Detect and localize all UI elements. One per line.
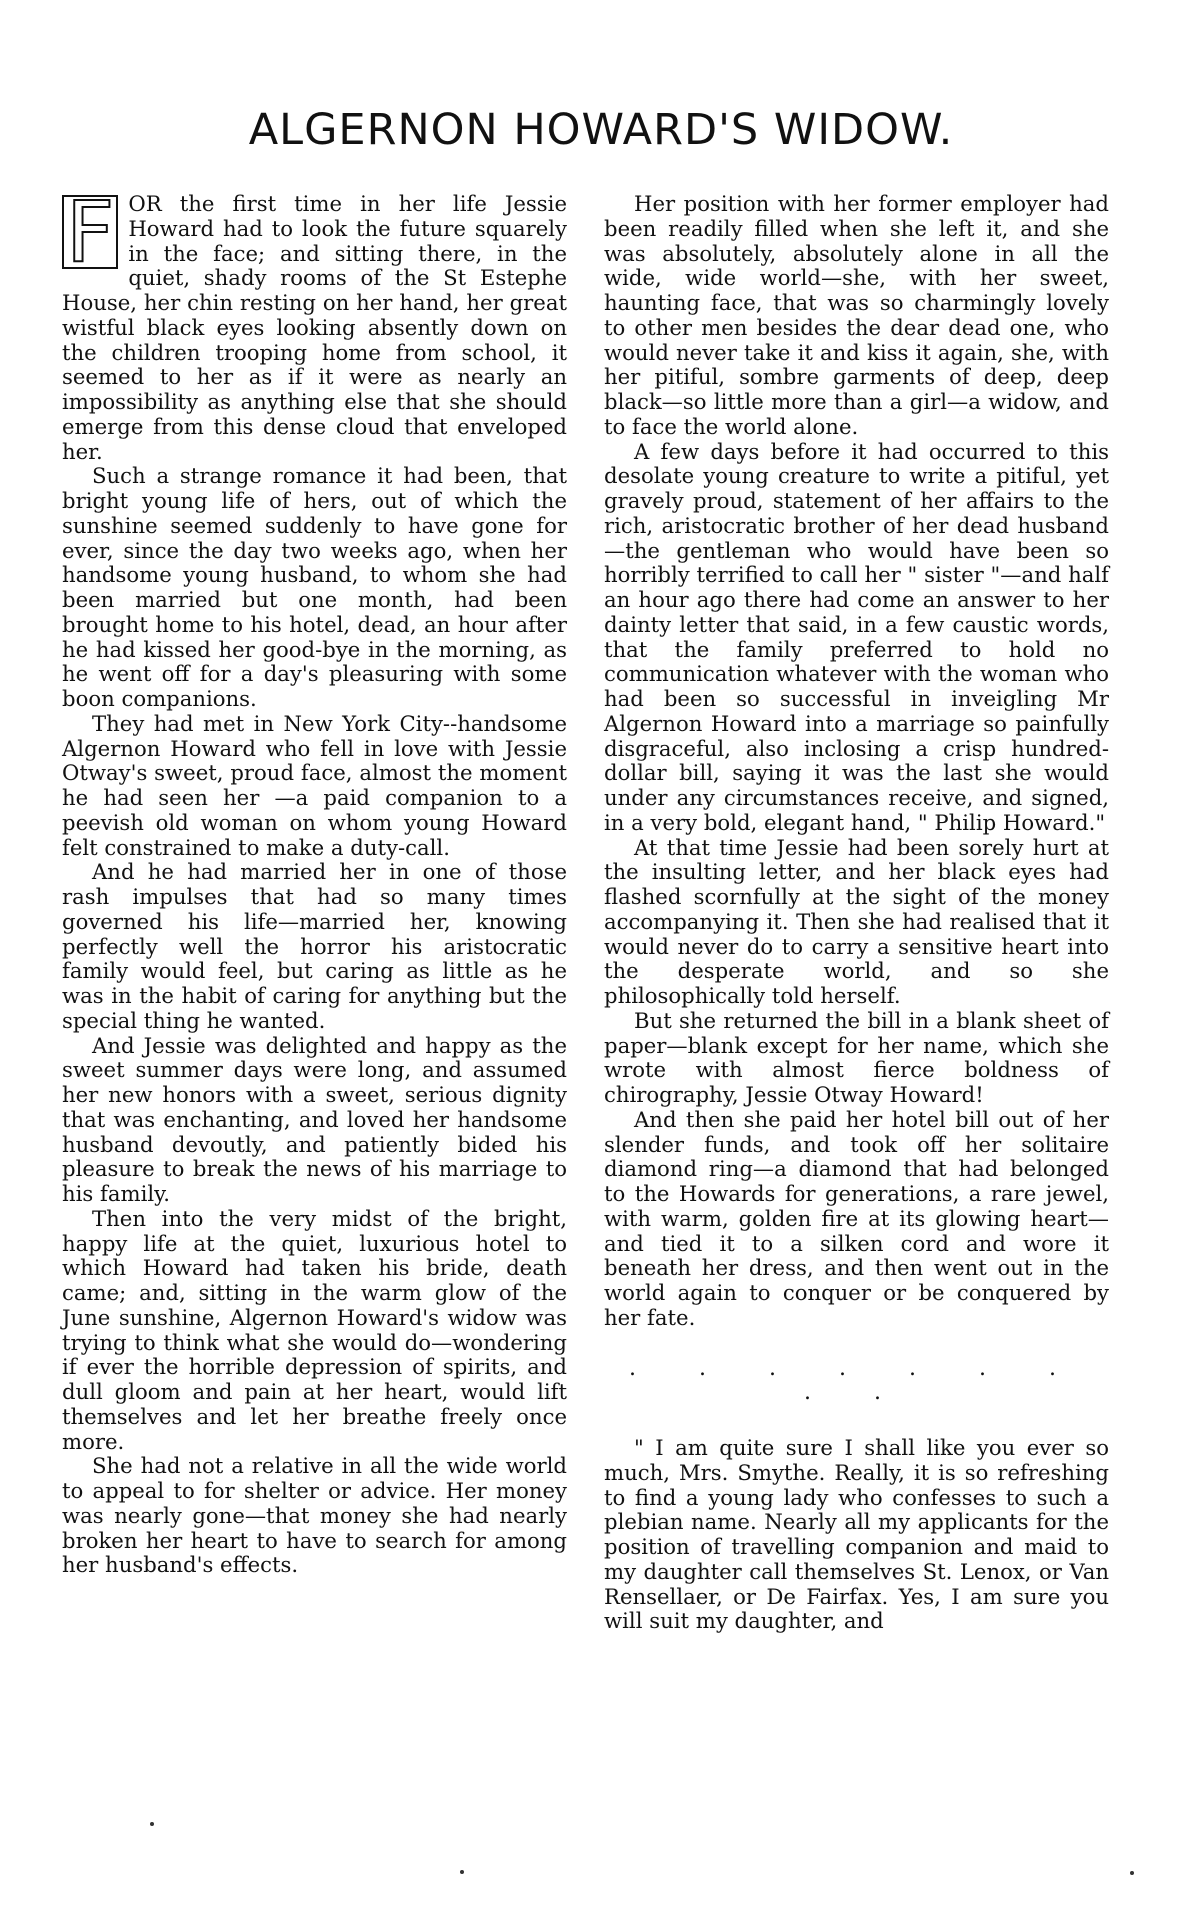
right-column <box>604 192 1109 1634</box>
print-speck <box>460 1870 464 1874</box>
paragraph: But she returned the bill in a blank sheet of paper—blank except for her name, which she wrote with almost fierce boldness of chirography, Jessie Otway Howard! <box>604 1007 1109 1107</box>
paragraph: At that time Jessie had been sorely hurt at the insulting letter, and her black eyes had flashed scornfully at the sight of the money accompanying it. Then she had realised that it would never do to carry a sensitive heart into the desperate world, and so she philosophically told herself. <box>604 834 1109 1008</box>
paragraph: They had met in New York City--handsome Algernon Howard who fell in love with Jessie Otway's sweet, proud face, almost the moment he had seen her —a paid companion to a peevish old woman on whom young Howard felt constrained to make a duty-call. <box>62 710 567 860</box>
drop-cap-letter: F <box>62 195 118 269</box>
paragraph: Then into the very midst of the bright, happy life at the quiet, luxurious hotel to which Howard had taken his bride, death came; and, sitting in the warm glow of the June sunshine, Algernon Howard's widow was trying to think what she would do—wondering if ever the horrible depression of spirits, and dull gloom and pain at her heart, would lift themselves and let her breathe freely once more. <box>62 1205 567 1454</box>
section-break-dots: . . . . . . . . . <box>629 1355 1084 1406</box>
paragraph: Such a strange romance it had been, that bright young life of hers, out of which the sunshine seemed suddenly to have gone for ever, since the day two weeks ago, when her handsome young husband, to whom she had been married but one month, had been brought home to his hotel, dead, an hour after he had kissed her good-bye in the morning, as he went off for a day's pleasuring with some boon companions. <box>62 463 567 711</box>
print-speck <box>150 1822 154 1826</box>
left-column <box>62 183 567 1578</box>
paragraph: " I am quite sure I shall like you ever so much, Mrs. Smythe. Really, it is so refreshing to find a young lady who confesses to such a plebian name. Nearly all my applicants for the position of travelling companion and maid to my daughter call themselves St. Lenox, or Van Rensellaer, or De Fairfax. Yes, I am sure you will suit my daughter, and <box>604 1435 1109 1634</box>
paragraph: And then she paid her hotel bill out of her slender funds, and took off her solitaire diamond ring—a diamond that had belonged to the Howards for generations, a rare jewel, with warm, golden fire at its glowing heart—and tied it to a silken cord and wore it beneath her dress, and then went out in the world again to conquer or be conquered by her fate. <box>604 1106 1109 1330</box>
story-title: ALGERNON HOWARD'S WIDOW. <box>248 105 954 155</box>
paragraph: And he had married her in one of those rash impulses that had so many times governed his life—married her, knowing perfectly well the horror his aristocratic family would feel, but caring as little as he was in the habit of caring for anything but the special thing he wanted. <box>62 859 567 1033</box>
opening-paragraph <box>62 183 567 464</box>
paragraph: And Jessie was delighted and happy as the sweet summer days were long, and assumed her new honors with a sweet, serious dignity that was enchanting, and loved her handsome husband devoutly, and patiently bided his pleasure to break the news of his marriage to his family. <box>62 1032 567 1206</box>
opening-paragraph-text: OR the first time in her life Jessie Howard had to look the future squarely in the face; and sitting there, in the quiet, shady rooms of the St Estephe House, her chin resting on her hand, her great wistful black eyes looking absently down on the children trooping home from school, it seemed to her as if it were as nearly an impossibility as anything else that she should emerge from this dense cloud that enveloped her. <box>62 191 567 464</box>
paragraph: She had not a relative in all the wide world to appeal to for shelter or advice. Her money was nearly gone—that money she had nearly broken her heart to have to search for among her husband's effects. <box>62 1453 567 1578</box>
paragraph: Her position with her former employer had been readily filled when she left it, and she was absolutely, absolutely alone in all the wide, wide world—she, with her sweet, haunting face, that was so charmingly lovely to other men besides the dear dead one, who would never take it and kiss it again, she, with her pitiful, sombre garments of deep, deep black—so little more than a girl—a widow, and to face the world alone. <box>604 191 1109 439</box>
print-speck <box>1130 1871 1134 1875</box>
paragraph: A few days before it had occurred to this desolate young creature to write a pitiful, yet gravely proud, statement of her affairs to the rich, aristocratic brother of her dead husband—the gentleman who would have been so horribly terrified to call her " sister "—and half an hour ago there had come an answer to her dainty letter that said, in a few caustic words, that the family preferred to hold no communication whatever with the woman who had been so successful in inveigling Mr Algernon Howard into a marriage so painfully disgraceful, also inclosing a crisp hundred-dollar bill, saying it was the last she would under any circumstances receive, and signed, in a very bold, elegant hand, " Philip Howard." <box>604 438 1109 835</box>
